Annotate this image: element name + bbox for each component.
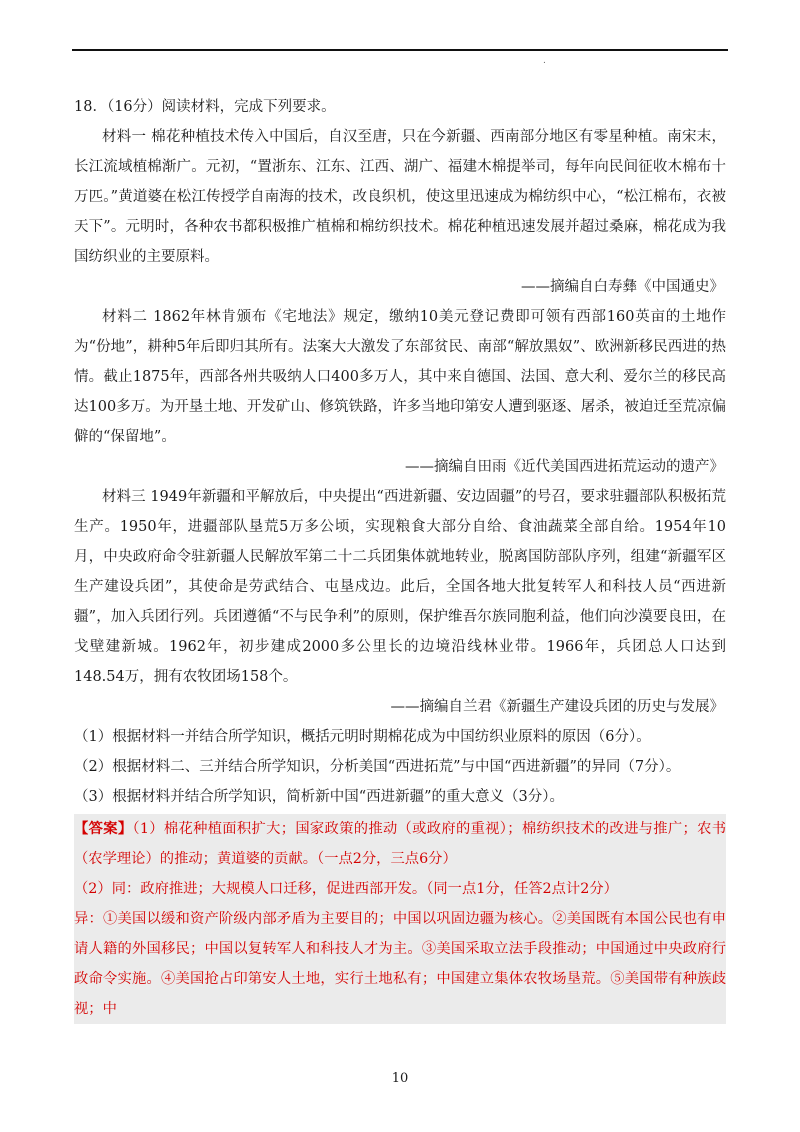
page-number: 10 xyxy=(391,1071,409,1086)
answer-line-3: 异：①美国以缓和资产阶级内部矛盾为主要目的；中国以巩固边疆为核心。②美国既有本国公民也有申请人籍的外国移民；中国以复转军人和科技人才为主。③美国采取立法手段推动；中国通过中央政府行政命令实施。④美国抢占印第安人土地，实行土地私有；中国建立集体农牧场垦荒。⑤美国带有种族歧视；中 xyxy=(74,911,726,1017)
header-rule xyxy=(72,49,728,51)
answer-part-1: （1）棉花种植面积扩大；国家政策的推动（或政府的重视）；棉纺织技术的改进与推广；农书（农学理论）的推动；黄道婆的贡献。（一点2分，三点6分） xyxy=(74,821,726,867)
material-1: 材料一 棉花种植技术传入中国后，自汉至唐，只在今新疆、西南部分地区有零星种植。南宋末，长江流域植棉渐广。元初，“置浙东、江东、江西、湖广、福建木棉提举司，每年向民间征收木棉布十万匹。”黄道婆在松江传授学自南海的技术，改良织机，使这里迅速成为棉纺织中心，“松江棉布，衣被天下”。元明时，各种农书都积极推广植棉和棉纺织技术。棉花种植迅速发展并超过桑麻，棉花成为我国纺织业的主要原料。 xyxy=(74,129,726,265)
header-dot: . xyxy=(543,56,546,66)
source-3: ——摘编自兰君《新疆生产建设兵团的历史与发展》 xyxy=(390,699,724,715)
material-2: 材料二 1862年林肯颁布《宅地法》规定，缴纳10美元登记费即可领有西部160英亩的土地作为“份地”，耕种5年后即归其所有。法案大大激发了东部贫民、南部“解放黑奴”、欧洲新移民西进的热情。截止1875年，西部各州共吸纳人口400多万人，其中来自德国、法国、意大利、爱尔兰的移民高达100多万。为开垦土地、开发矿山、修筑铁路，许多当地印第安人遭到驱逐、屠杀，被迫迁至荒凉偏僻的“保留地”。 xyxy=(74,309,726,445)
document-body xyxy=(74,92,726,1024)
question-header: 18．（16分）阅读材料，完成下列要求。 xyxy=(74,99,336,115)
answer-tag: 【答案】 xyxy=(74,821,133,837)
sub-question-1: （1）根据材料一并结合所学知识，概括元明时期棉花成为中国纺织业原料的原因（6分）。 xyxy=(74,729,651,745)
source-1: ——摘编自白寿彝《中国通史》 xyxy=(521,279,724,295)
sub-question-2: （2）根据材料二、三并结合所学知识，分析美国“西进拓荒”与中国“西进新疆”的异同（7分）。 xyxy=(74,759,681,775)
sub-question-3: （3）根据材料并结合所学知识，简析新中国“西进新疆”的重大意义（3分）。 xyxy=(74,789,565,805)
answer-block xyxy=(74,814,726,1024)
answer-line-1 xyxy=(74,814,726,874)
answer-line-2: （2）同：政府推进；大规模人口迁移，促进西部开发。（同一点1分，任答2点计2分） xyxy=(74,881,618,897)
source-2: ——摘编自田雨《近代美国西进拓荒运动的遗产》 xyxy=(405,459,724,475)
material-3: 材料三 1949年新疆和平解放后，中央提出“西进新疆、安边固疆”的号召，要求驻疆部队积极拓荒生产。1950年，进疆部队垦荒5万多公顷，实现粮食大部分自给、食油蔬菜全部自给。1954年10月，中央政府命令驻新疆人民解放军第二十二兵团集体就地转业，脱离国防部队序列，组建“新疆军区生产建设兵团”，其使命是劳武结合、屯垦戍边。此后，全国各地大批复转军人和科技人员“西进新疆”，加入兵团行列。兵团遵循“不与民争利”的原则，保护维吾尔族同胞利益，他们向沙漠要良田，在戈壁建新城。1962年，初步建成2000多公里长的边境沿线林业带。1966年，兵团总人口达到148.54万，拥有农牧团场158个。 xyxy=(74,489,726,685)
